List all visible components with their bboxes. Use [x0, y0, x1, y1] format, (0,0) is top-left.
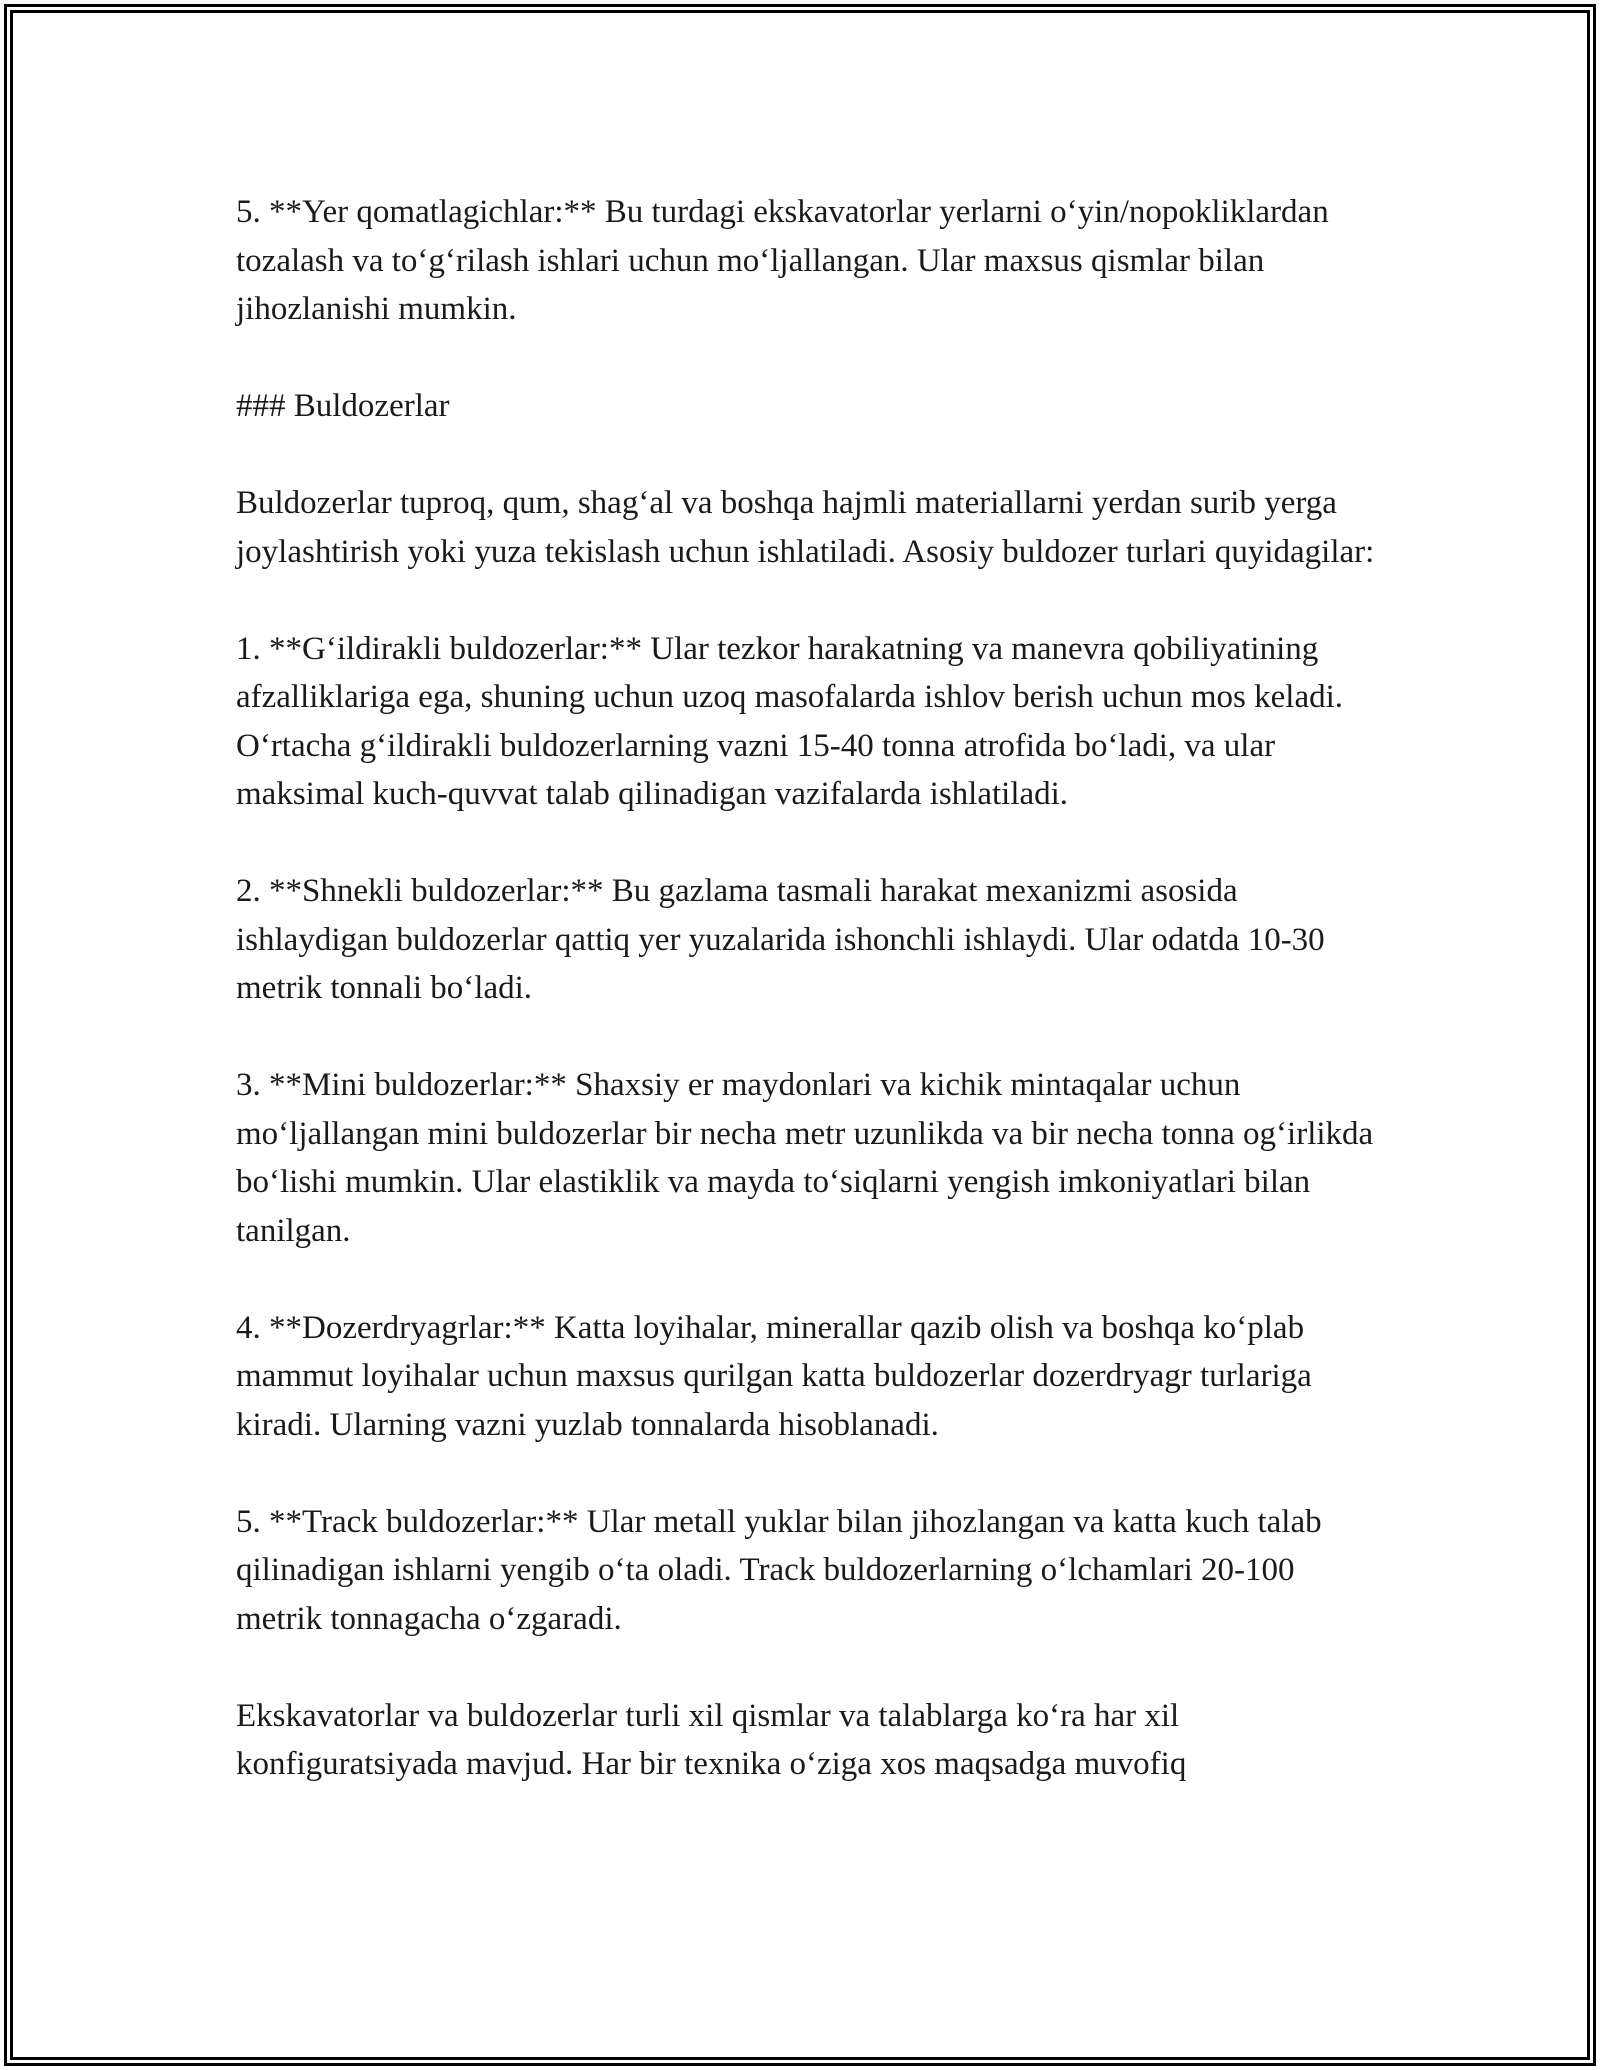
list-item-mini-buldozerlar: 3. **Mini buldozerlar:** Shaxsiy er maydonlari va kichik mintaqalar uchun mo‘ljallangan mini buldozerlar bir necha metr uzunlikda va bir necha tonna og‘irlikda bo‘lishi mumkin. Ular elastiklik va mayda to‘siqlarni yengish imkoniyatlari bilan tanilgan.: [236, 1067, 1374, 1249]
list-item-track-buldozerlar: 5. **Track buldozerlar:** Ular metall yuklar bilan jihozlangan va katta kuch talab qilinadigan ishlarni yengib o‘ta oladi. Track buldozerlarning o‘lchamlari 20-100 metrik tonnagacha o‘zgaradi.: [236, 1503, 1322, 1637]
paragraph-buldozerlar-intro: Buldozerlar tuproq, qum, shag‘al va boshqa hajmli materiallarni yerdan surib yerga joylashtirish yoki yuza tekislash uchun ishlatiladi. Asosiy buldozer turlari quyidagilar:: [236, 485, 1375, 570]
list-item-gildirakli-buldozerlar: 1. **G‘ildirakli buldozerlar:** Ular tezkor harakatning va manevra qobiliyatining afzalliklariga ega, shuning uchun uzoq masofalarda ishlov berish uchun mos keladi. O‘rtacha g‘ildirakli buldozerlarning vazni 15-40 tonna atrofida bo‘ladi, va ular maksimal kuch-quvvat talab qilinadigan vazifalarda ishlatiladi.: [236, 630, 1344, 812]
paragraph-yer-qomatlagichlar: 5. **Yer qomatlagichlar:** Bu turdagi ekskavatorlar yerlarni o‘yin/nopokliklardan tozalash va to‘g‘rilash ishlari uchun mo‘ljallangan. Ular maxsus qismlar bilan jihozlanishi mumkin.: [236, 194, 1329, 327]
document-body: [236, 188, 1386, 1837]
list-item-dozerdryagrlar: 4. **Dozerdryagrlar:** Katta loyihalar, minerallar qazib olish va boshqa ko‘plab mammut loyihalar uchun maxsus qurilgan katta buldozerlar dozerdryagr turlariga kiradi. Ularning vazni yuzlab tonnalarda hisoblanadi.: [236, 1309, 1312, 1443]
list-item-shnekli-buldozerlar: 2. **Shnekli buldozerlar:** Bu gazlama tasmali harakat mexanizmi asosida ishlaydigan buldozerlar qattiq yer yuzalarida ishonchli ishlaydi. Ular odatda 10-30 metrik tonnali bo‘ladi.: [236, 873, 1325, 1006]
section-heading-buldozerlar: ### Buldozerlar: [236, 388, 450, 424]
paragraph-conclusion: Ekskavatorlar va buldozerlar turli xil qismlar va talablarga ko‘ra har xil konfiguratsiyada mavjud. Har bir texnika o‘ziga xos maqsadga muvofiq: [236, 1697, 1187, 1782]
